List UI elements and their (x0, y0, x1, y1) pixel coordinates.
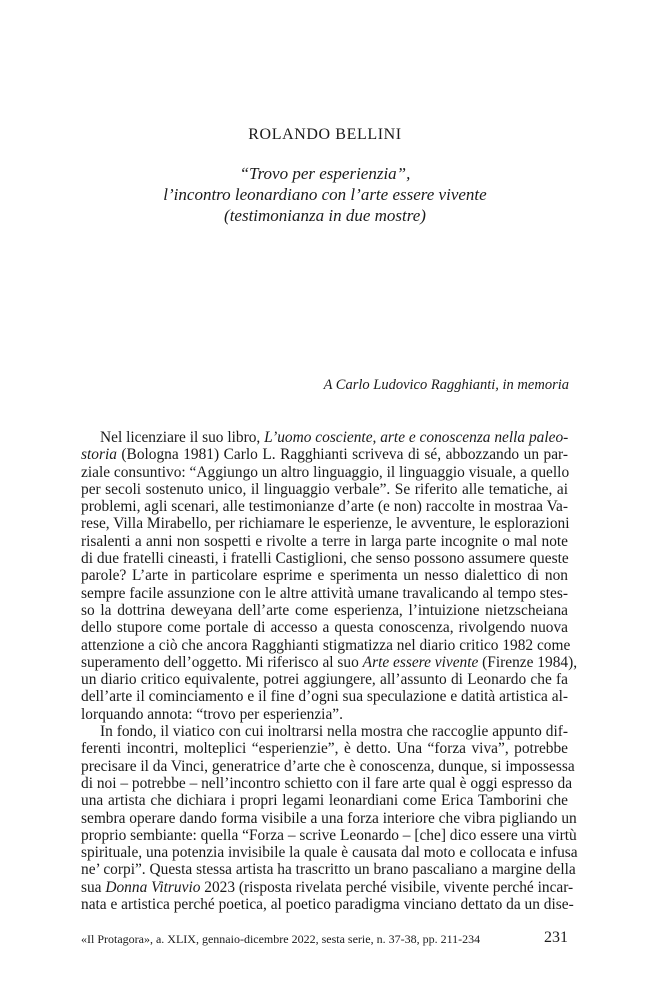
text-line: di due fratelli cineasti, i fratelli Castiglioni, che senso possono assumere queste (81, 550, 569, 568)
page-footer (81, 929, 568, 949)
article-title (0, 163, 650, 226)
text-line (81, 429, 568, 446)
journal-citation: «Il Protagora», a. XLIX, gennaio-dicembre 2022, sesta serie, n. 37-38, pp. 211-234 (81, 932, 481, 946)
book-title: L’uomo cosciente, arte e conoscenza nella paleo- (264, 429, 569, 446)
text-line: sembra operare dando forma visibile a una forza interiore che vibra pigliando un (81, 809, 577, 827)
text-line: parole? L’arte in particolare esprime e sperimenta un nesso dialettico di non (81, 567, 568, 585)
text-span: sua (81, 878, 106, 896)
text-line: attenzione a ciò che ancora Ragghianti stigmatizza nel diario critico 1982 come (81, 636, 571, 654)
text-line (81, 878, 574, 896)
title-line: “Trovo per esperienzia”, (239, 164, 411, 183)
text-line: proprio sembiante: quella “Forza – scrive Leonardo – [che] dico essere una virtù (81, 826, 577, 844)
text-line: un diario critico equivalente, potrei aggiungere, all’assunto di Leonardo che fa (81, 671, 568, 689)
text-line: sempre facile assunzione con le altre attività umane travalicando al tempo stes- (81, 584, 568, 602)
text-line: per secoli sostenuto unico, il linguaggio verbale”. Se riferito alle tematiche, ai (81, 480, 568, 498)
book-title: storia (81, 446, 117, 464)
text-line: precisare il da Vinci, generatrice d’arte che è conoscenza, dunque, si impossessa (81, 757, 575, 775)
title-line: (testimonianza in due mostre) (224, 206, 426, 225)
text-line: di noi – potrebbe – nell’incontro schietto con il fare arte qual è oggi espresso da (81, 774, 573, 792)
title-line: l’incontro leonardiano con l’arte essere vivente (163, 185, 487, 204)
text-line (81, 653, 578, 671)
text-line: problemi, agli scenari, alle testimonianze d’arte (e non) raccolte in mostraa Va- (81, 498, 568, 516)
text-span: superamento dell’oggetto. Mi riferisco al suo (81, 653, 363, 671)
text-line: In fondo, il viatico con cui inoltrarsi nella mostra che raccoglie appunto dif- (100, 723, 568, 741)
text-line: so la dottrina deweyana dell’arte come esperienza, l’intuizione nietzscheiana (81, 601, 568, 619)
text-span: Nel licenziare il suo libro, (100, 429, 265, 446)
text-span: (Bologna 1981) Carlo L. Ragghianti scriveva di sé, abbozzando un par- (116, 446, 568, 464)
text-span: (Firenze 1984), (478, 653, 578, 671)
author-name: ROLANDO BELLINI (248, 126, 402, 143)
body-text (81, 429, 578, 914)
text-line: rese, Villa Mirabello, per richiamare le esperienze, le avventure, le esplorazioni (81, 515, 570, 533)
text-line: ferenti incontri, molteplici “esperienzie”, è detto. Una “forza viva”, potrebbe (81, 740, 568, 758)
text-line: risalenti a anni non sospetti e rivolte a terre in larga parte incognite o mal note (81, 532, 568, 550)
artwork-title: Donna Vitruvio (105, 878, 201, 896)
text-line: ne’ corpi”. Questa stessa artista ha trascritto un brano pascaliano a margine della (81, 861, 576, 879)
text-line: dell’arte il cominciamento e il fine d’ogni sua speculazione e datità artistica al- (81, 688, 568, 706)
dedication: A Carlo Ludovico Ragghianti, in memoria (323, 377, 569, 393)
text-line: ziale consuntivo: “Aggiungo un altro linguaggio, il linguaggio visuale, a quello (81, 463, 570, 481)
text-span: 2023 (risposta rivelata perché visibile, vivente perché incar- (200, 878, 574, 896)
text-line: una artista che dichiara i propri legami leonardiani come Erica Tamborini che (81, 792, 568, 810)
page-number: 231 (544, 929, 568, 946)
text-line (81, 446, 568, 463)
text-line: dello stupore come portale di accesso a questa conoscenza, rivolgendo nuova (81, 619, 568, 637)
paragraph (81, 723, 578, 914)
text-line: spirituale, una potenzia invisibile la quale è causata dal moto e collocata e infusa (81, 844, 578, 862)
text-line: lorquando annota: “trovo per esperienzia”. (81, 705, 343, 723)
paragraph (81, 429, 578, 723)
text-line: nata e artistica perché poetica, al poetico paradigma vinciano dettato da un dise- (81, 896, 574, 914)
book-title: Arte essere vivente (362, 653, 479, 671)
